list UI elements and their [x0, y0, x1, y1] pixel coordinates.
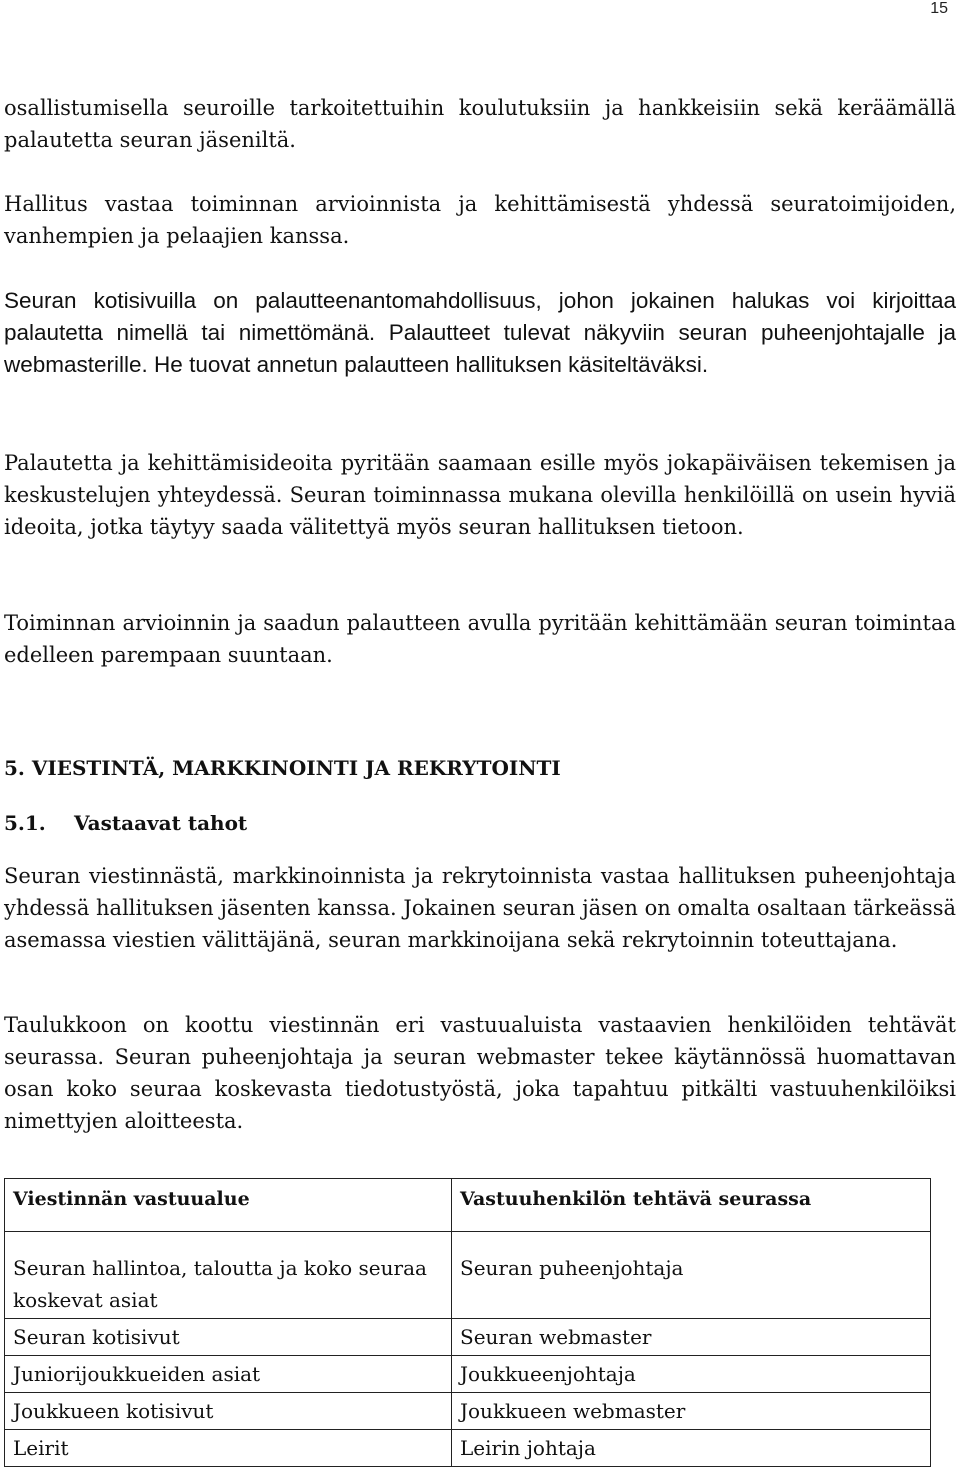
paragraph-communication-responsibility: Seuran viestinnästä, markkinoinnista ja rekrytoinnista vastaa hallituksen puheenjohtaja yhdessä hallituksen jäsenten kanssa. Jokainen seuran jäsen on omalta osaltaan tärkeässä asemassa viestien välittäjänä, seuran markkinoijana sekä rekrytoinnin toteuttajana.	[4, 864, 956, 952]
paragraph-board-responsibility: Hallitus vastaa toiminnan arvioinnista ja kehittämisestä yhdessä seuratoimijoiden, vanhempien ja pelaajien kanssa.	[4, 192, 956, 248]
table-cell-role: Seuran webmaster	[452, 1319, 931, 1356]
table-row	[5, 1356, 931, 1393]
paragraph-ideas: Palautetta ja kehittämisideoita pyritään saamaan esille myös jokapäiväisen tekemisen ja keskustelujen yhteydessä. Seuran toiminnassa mukana olevilla henkilöillä on usein hyviä ideoita, jotka täytyy saada välitettyä myös seuran hallituksen tietoon.	[4, 451, 956, 539]
table-cell-role: Leirin johtaja	[452, 1430, 931, 1467]
table-row	[5, 1319, 931, 1356]
table-cell-area: Juniorijoukkueiden asiat	[5, 1356, 452, 1393]
subsection-number: 5.1.	[4, 811, 46, 835]
paragraph-evaluation: Toiminnan arvioinnin ja saadun palautteen avulla pyritään kehittämään seuran toimintaa edelleen parempaan suuntaan.	[4, 611, 956, 667]
table-header-role: Vastuuhenkilön tehtävä seurassa	[452, 1179, 931, 1232]
subsection-heading	[4, 811, 247, 835]
table-row	[5, 1393, 931, 1430]
paragraph-intro-continuation: osallistumisella seuroille tarkoitettuihin koulutuksiin ja hankkeisiin sekä keräämällä palautetta seuran jäseniltä.	[4, 96, 956, 152]
table-header-row	[5, 1179, 931, 1232]
table-cell-area: Joukkueen kotisivut	[5, 1393, 452, 1430]
paragraph-feedback-website: Seuran kotisivuilla on palautteenantomahdollisuus, johon jokainen halukas voi kirjoittaa palautetta nimellä tai nimettömänä. Palautteet tulevat näkyviin seuran puheenjohtajalle ja webmasterille. He tuovat annetun palautteen hallituksen käsiteltäväksi.	[4, 288, 956, 377]
page-number: 15	[930, 0, 948, 17]
table-row	[5, 1430, 931, 1467]
table-cell-role: Seuran puheenjohtaja	[452, 1232, 931, 1319]
table-row	[5, 1232, 931, 1319]
subsection-title: Vastaavat tahot	[74, 811, 248, 835]
table-cell-role: Joukkueenjohtaja	[452, 1356, 931, 1393]
table-cell-area: Seuran hallintoa, taloutta ja koko seuraa koskevat asiat	[5, 1232, 452, 1319]
paragraph-table-intro: Taulukkoon on koottu viestinnän eri vastuualuista vastaavien henkilöiden tehtävät seurassa. Seuran puheenjohtaja ja seuran webmaster tekee käytännössä huomattavan osan koko seuraa koskevasta tiedotustyöstä, joka tapahtuu pitkälti vastuuhenkilöiksi nimettyjen aloitteesta.	[4, 1013, 956, 1133]
table-cell-role: Joukkueen webmaster	[452, 1393, 931, 1430]
table-cell-area: Leirit	[5, 1430, 452, 1467]
table-cell-area: Seuran kotisivut	[5, 1319, 452, 1356]
table-header-area: Viestinnän vastuualue	[5, 1179, 452, 1232]
section-heading: 5. VIESTINTÄ, MARKKINOINTI JA REKRYTOINTI	[4, 756, 561, 780]
responsibility-table	[4, 1178, 931, 1467]
